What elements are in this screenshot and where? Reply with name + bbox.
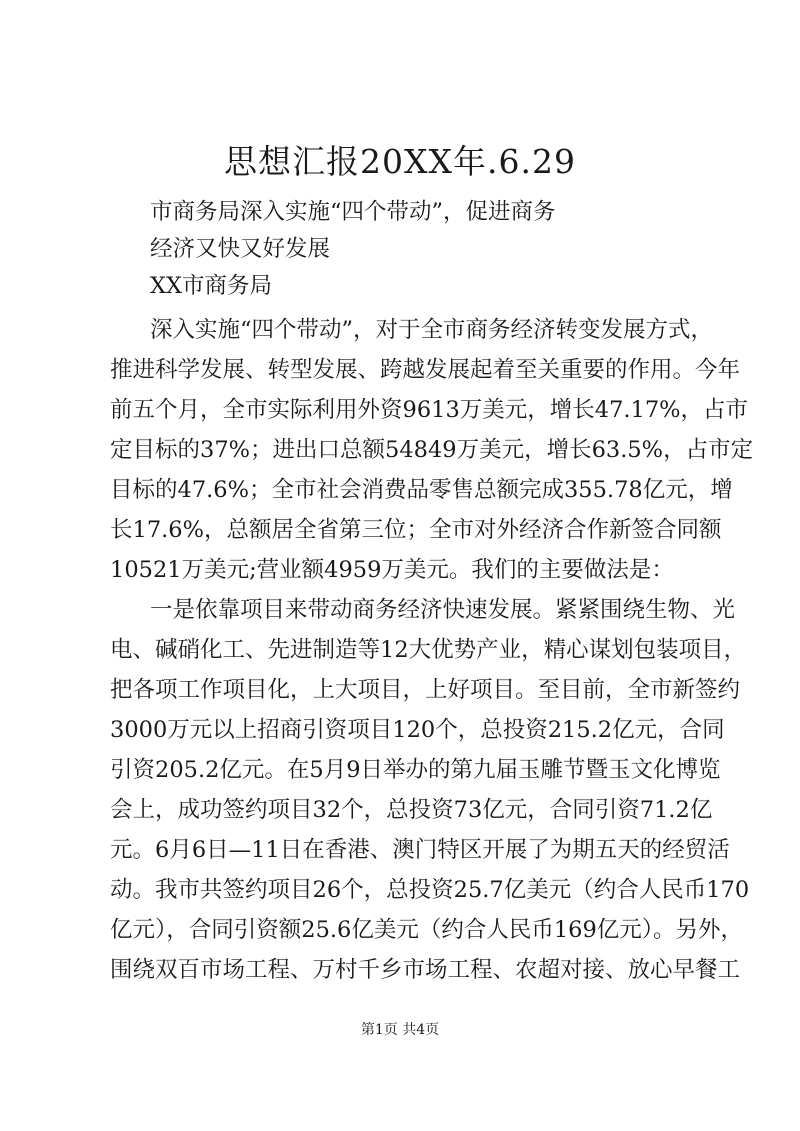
subtitle-line-2: 经济又快又好发展 [150, 236, 331, 262]
paragraph2-line: 会上，成功签约项目32个，总投资73亿元，合同引资71.2亿 [110, 797, 713, 823]
paragraph2-line: 电、碱硝化工、先进制造等12大优势产业，精心谋划包装项目， [110, 637, 747, 663]
paragraph1-line: 10521万美元;营业额4959万美元。我们的主要做法是： [110, 557, 674, 583]
paragraph2-line: 把各项工作项目化，上大项目，上好项目。至目前，全市新签约 [110, 677, 741, 703]
paragraph1-line: 长17.6%，总额居全省第三位；全市对外经济合作新签合同额 [110, 517, 722, 543]
paragraph1-line: 定目标的37%；进出口总额54849万美元，增长63.5%，占市定 [110, 437, 754, 463]
paragraph1-line: 前五个月，全市实际利用外资9613万美元，增长47.17%，占市 [110, 397, 749, 423]
paragraph2-line: 引资205.2亿元。在5月9日举办的第九届玉雕节暨玉文化博览 [110, 757, 721, 783]
paragraph2-line: 一是依靠项目来带动商务经济快速发展。紧紧围绕生物、光 [150, 597, 736, 623]
paragraph2-line: 动。我市共签约项目26个，总投资25.7亿美元（约合人民币170 [110, 877, 750, 903]
page-footer: 第1页 共4页 [360, 1022, 440, 1038]
paragraph2-line: 围绕双百市场工程、万村千乡市场工程、农超对接、放心早餐工 [110, 957, 741, 983]
page-title: 思想汇报20XX年.6.29 [224, 142, 576, 181]
paragraph1-line: 深入实施“四个带动”，对于全市商务经济转变发展方式， [150, 317, 714, 343]
paragraph1-line: 目标的47.6%；全市社会消费品零售总额完成355.78亿元，增 [110, 477, 733, 503]
paragraph2-line: 元。6月6日—11日在香港、澳门特区开展了为期五天的经贸活 [110, 837, 730, 863]
paragraph2-line: 3000万元以上招商引资项目120个，总投资215.2亿元，合同 [110, 717, 725, 743]
paragraph2-line: 亿元），合同引资额25.6亿美元（约合人民币169亿元）。另外， [110, 917, 744, 943]
paragraph1-line: 推进科学发展、转型发展、跨越发展起着至关重要的作用。今年 [110, 357, 741, 383]
subtitle-line-1: 市商务局深入实施“四个带动”，促进商务 [150, 199, 556, 225]
author-line: XX市商务局 [150, 273, 273, 299]
